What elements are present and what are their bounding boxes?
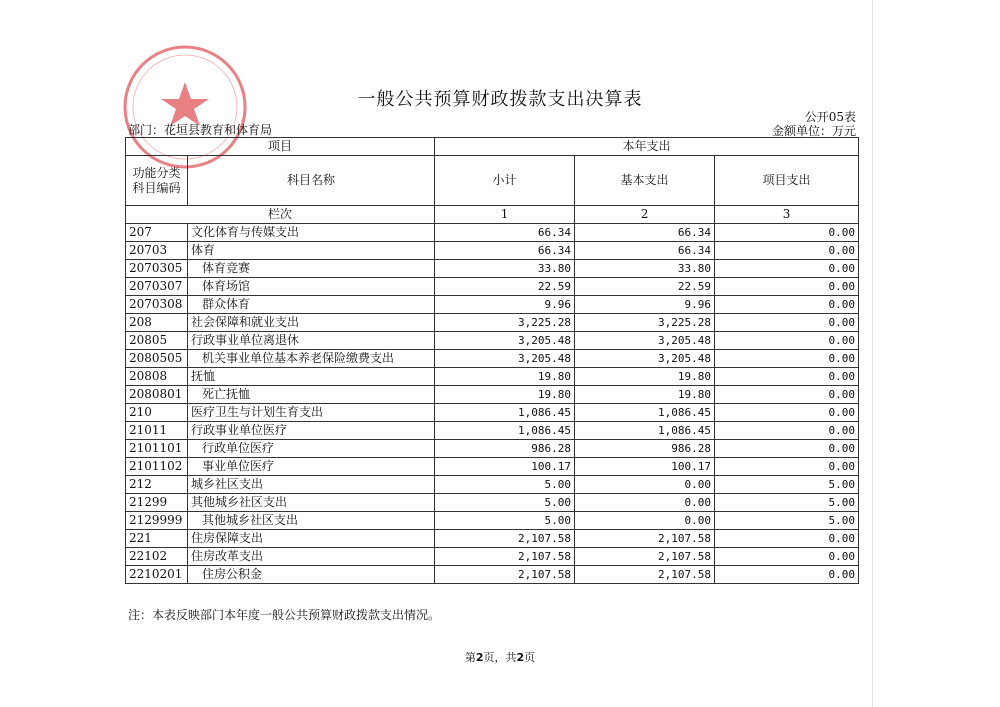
table-row <box>126 296 859 314</box>
row-code: 2101102 <box>126 458 188 476</box>
table-row <box>126 368 859 386</box>
amount-unit: 金额单位：万元 <box>771 124 856 138</box>
table-row <box>126 512 859 530</box>
row-subtotal: 3,205.48 <box>435 350 575 368</box>
table-row <box>126 260 859 278</box>
row-basic: 19.80 <box>575 386 715 404</box>
column-order-row <box>126 206 859 224</box>
column-order-label: 栏次 <box>126 206 435 224</box>
header-item: 项目 <box>126 138 435 156</box>
row-project: 0.00 <box>715 278 859 296</box>
table-note: 注：本表反映部门本年度一般公共预算财政拨款支出情况。 <box>128 608 441 622</box>
row-name: 住房公积金 <box>188 566 435 584</box>
row-project: 0.00 <box>715 386 859 404</box>
row-basic: 0.00 <box>575 476 715 494</box>
table-row <box>126 530 859 548</box>
row-basic: 986.28 <box>575 440 715 458</box>
row-basic: 100.17 <box>575 458 715 476</box>
page-footer <box>0 649 1000 665</box>
row-name: 医疗卫生与计划生育支出 <box>188 404 435 422</box>
row-subtotal: 22.59 <box>435 278 575 296</box>
row-name: 文化体育与传媒支出 <box>188 224 435 242</box>
row-name: 体育 <box>188 242 435 260</box>
row-code: 21011 <box>126 422 188 440</box>
footer-total-pages: 2 <box>516 651 525 664</box>
row-code: 210 <box>126 404 188 422</box>
row-basic: 66.34 <box>575 224 715 242</box>
table-row <box>126 494 859 512</box>
row-code: 2070305 <box>126 260 188 278</box>
row-project: 0.00 <box>715 296 859 314</box>
row-name: 行政事业单位离退休 <box>188 332 435 350</box>
header-row-1 <box>126 138 859 156</box>
row-basic: 0.00 <box>575 494 715 512</box>
row-subtotal: 5.00 <box>435 494 575 512</box>
row-code: 2080505 <box>126 350 188 368</box>
row-code: 212 <box>126 476 188 494</box>
table-body <box>126 224 859 584</box>
row-code: 208 <box>126 314 188 332</box>
row-name: 体育场馆 <box>188 278 435 296</box>
row-project: 0.00 <box>715 242 859 260</box>
page-title: 一般公共预算财政拨款支出决算表 <box>357 89 643 110</box>
row-subtotal: 66.34 <box>435 242 575 260</box>
row-name: 抚恤 <box>188 368 435 386</box>
row-basic: 0.00 <box>575 512 715 530</box>
row-basic: 1,086.45 <box>575 404 715 422</box>
header-current-year: 本年支出 <box>435 138 859 156</box>
row-name: 城乡社区支出 <box>188 476 435 494</box>
row-basic: 3,225.28 <box>575 314 715 332</box>
row-basic: 1,086.45 <box>575 422 715 440</box>
table-row <box>126 242 859 260</box>
footer-page-number: 2 <box>475 651 484 664</box>
header-row-2 <box>126 156 859 206</box>
row-code: 2070307 <box>126 278 188 296</box>
row-code: 221 <box>126 530 188 548</box>
table-row <box>126 332 859 350</box>
row-name: 机关事业单位基本养老保险缴费支出 <box>188 350 435 368</box>
row-code: 2210201 <box>126 566 188 584</box>
form-number: 公开05表 <box>804 110 856 124</box>
row-subtotal: 986.28 <box>435 440 575 458</box>
row-basic: 3,205.48 <box>575 332 715 350</box>
row-subtotal: 33.80 <box>435 260 575 278</box>
row-subtotal: 9.96 <box>435 296 575 314</box>
row-subtotal: 19.80 <box>435 386 575 404</box>
header-project: 项目支出 <box>715 156 859 206</box>
row-project: 0.00 <box>715 260 859 278</box>
row-name: 事业单位医疗 <box>188 458 435 476</box>
row-project: 5.00 <box>715 512 859 530</box>
row-project: 0.00 <box>715 224 859 242</box>
table-row <box>126 548 859 566</box>
row-project: 0.00 <box>715 350 859 368</box>
footer-middle: 页，共 <box>483 651 517 664</box>
row-code: 21299 <box>126 494 188 512</box>
row-subtotal: 1,086.45 <box>435 422 575 440</box>
row-project: 0.00 <box>715 332 859 350</box>
row-code: 20805 <box>126 332 188 350</box>
table-row <box>126 350 859 368</box>
row-name: 社会保障和就业支出 <box>188 314 435 332</box>
row-basic: 2,107.58 <box>575 566 715 584</box>
table-row <box>126 440 859 458</box>
row-basic: 66.34 <box>575 242 715 260</box>
row-code: 2080801 <box>126 386 188 404</box>
row-subtotal: 19.80 <box>435 368 575 386</box>
row-project: 5.00 <box>715 494 859 512</box>
row-basic: 22.59 <box>575 278 715 296</box>
row-subtotal: 5.00 <box>435 512 575 530</box>
row-name: 其他城乡社区支出 <box>188 494 435 512</box>
row-basic: 3,205.48 <box>575 350 715 368</box>
row-project: 0.00 <box>715 548 859 566</box>
row-project: 5.00 <box>715 476 859 494</box>
table-row <box>126 422 859 440</box>
row-code: 20808 <box>126 368 188 386</box>
department-label: 部门：花垣县教育和体育局 <box>128 123 273 137</box>
row-subtotal: 3,225.28 <box>435 314 575 332</box>
row-name: 死亡抚恤 <box>188 386 435 404</box>
row-code: 207 <box>126 224 188 242</box>
expenditure-table <box>125 137 859 584</box>
table-row <box>126 386 859 404</box>
row-code: 22102 <box>126 548 188 566</box>
table-row <box>126 314 859 332</box>
header-code: 功能分类科目编码 <box>126 156 188 206</box>
row-subtotal: 2,107.58 <box>435 548 575 566</box>
row-subtotal: 66.34 <box>435 224 575 242</box>
table-row <box>126 476 859 494</box>
row-basic: 33.80 <box>575 260 715 278</box>
row-code: 2101101 <box>126 440 188 458</box>
row-project: 0.00 <box>715 314 859 332</box>
row-project: 0.00 <box>715 458 859 476</box>
header-subtotal: 小计 <box>435 156 575 206</box>
column-number-3: 3 <box>715 206 859 224</box>
row-project: 0.00 <box>715 404 859 422</box>
header-name: 科目名称 <box>188 156 435 206</box>
row-subtotal: 2,107.58 <box>435 530 575 548</box>
row-code: 2129999 <box>126 512 188 530</box>
row-code: 2070308 <box>126 296 188 314</box>
row-basic: 19.80 <box>575 368 715 386</box>
row-name: 行政单位医疗 <box>188 440 435 458</box>
row-basic: 9.96 <box>575 296 715 314</box>
row-name: 住房改革支出 <box>188 548 435 566</box>
row-subtotal: 100.17 <box>435 458 575 476</box>
row-name: 行政事业单位医疗 <box>188 422 435 440</box>
row-subtotal: 5.00 <box>435 476 575 494</box>
row-subtotal: 2,107.58 <box>435 566 575 584</box>
row-project: 0.00 <box>715 368 859 386</box>
row-project: 0.00 <box>715 422 859 440</box>
column-number-2: 2 <box>575 206 715 224</box>
row-name: 其他城乡社区支出 <box>188 512 435 530</box>
table-row <box>126 224 859 242</box>
column-number-1: 1 <box>435 206 575 224</box>
row-project: 0.00 <box>715 530 859 548</box>
row-basic: 2,107.58 <box>575 530 715 548</box>
footer-suffix: 页 <box>524 651 536 664</box>
row-project: 0.00 <box>715 566 859 584</box>
table-row <box>126 458 859 476</box>
footer-prefix: 第 <box>464 651 476 664</box>
row-name: 体育竞赛 <box>188 260 435 278</box>
row-code: 20703 <box>126 242 188 260</box>
row-name: 群众体育 <box>188 296 435 314</box>
table-row <box>126 566 859 584</box>
row-name: 住房保障支出 <box>188 530 435 548</box>
row-project: 0.00 <box>715 440 859 458</box>
header-basic: 基本支出 <box>575 156 715 206</box>
row-subtotal: 3,205.48 <box>435 332 575 350</box>
row-subtotal: 1,086.45 <box>435 404 575 422</box>
table-row <box>126 278 859 296</box>
row-basic: 2,107.58 <box>575 548 715 566</box>
table-row <box>126 404 859 422</box>
